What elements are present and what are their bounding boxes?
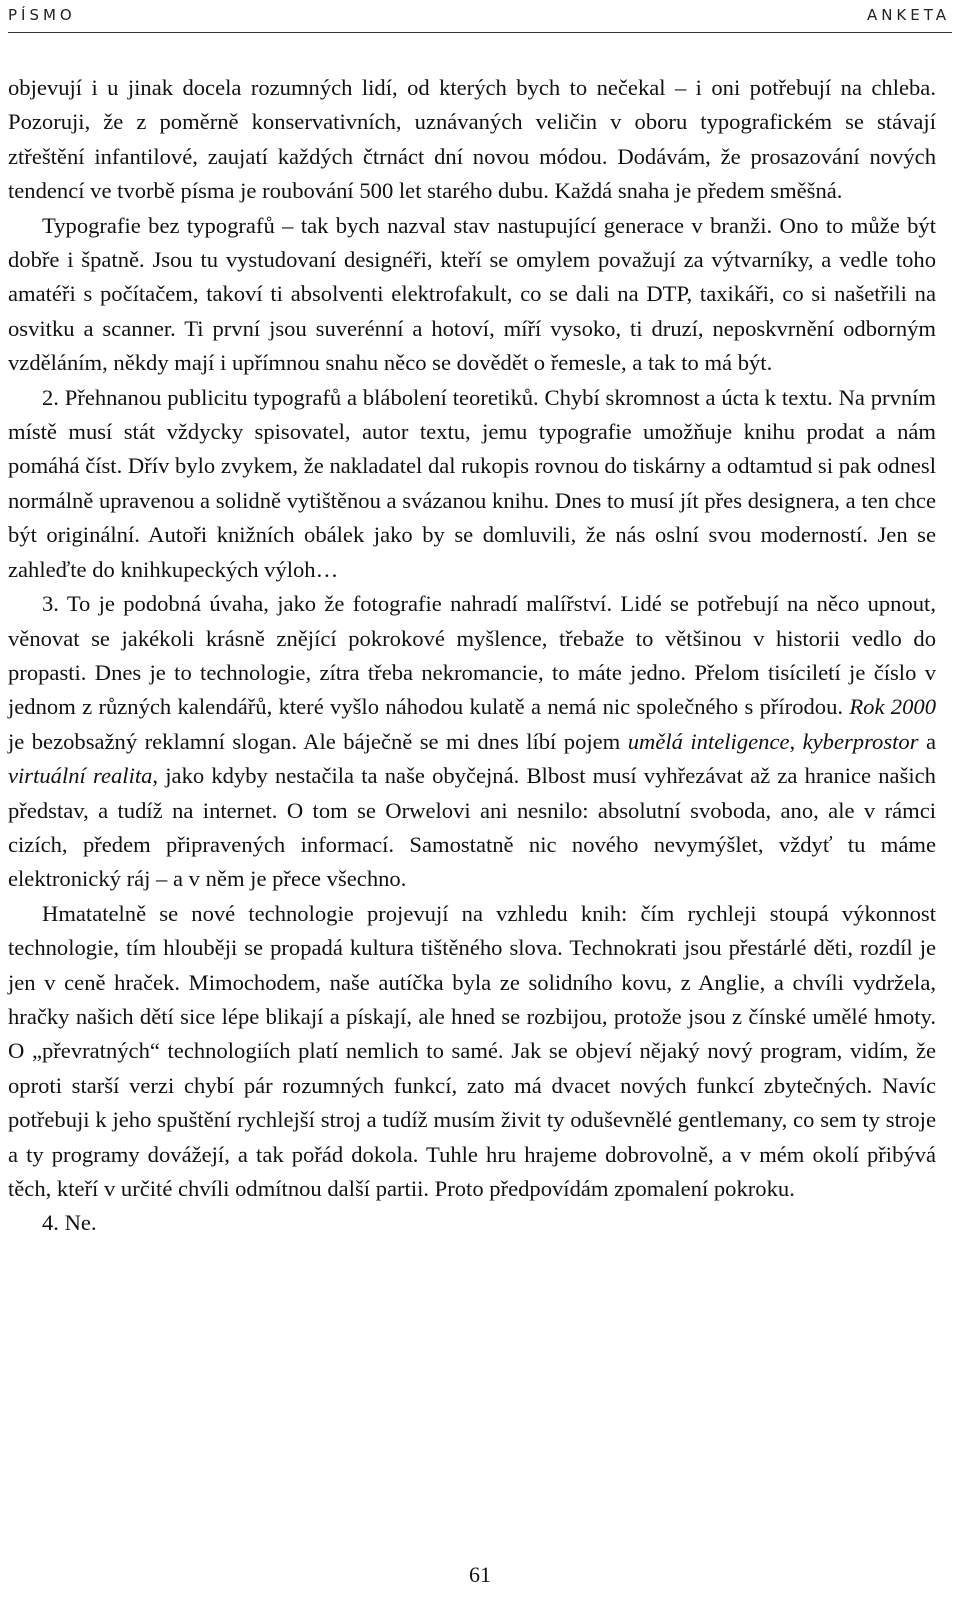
page-number: 61 — [469, 1562, 491, 1587]
italic-term: Rok 2000 — [849, 694, 936, 720]
paragraph — [8, 1206, 936, 1240]
italic-term: virtuální realita — [8, 763, 153, 789]
paragraph — [8, 71, 936, 209]
text-run: Typografie bez typografů – tak bych nazval stav nastupující generace v branži. Ono to může být dobře i špatně. Jsou tu vystudovaní designéři, kteří se omylem považují za výtvarníky, a vedle toho amatéři s počítačem, takoví ti absolventi elektrofakult, co se dali na DTP, taxikáři, co si našetřili na osvitku a scanner. Ti první jsou suverénní a hotoví, míří vysoko, ti druzí, neposkvrnění odborným vzděláním, někdy mají i upřímnou snahu něco se dovědět o řemesle, a tak to má být. — [8, 212, 936, 376]
article-body — [8, 71, 936, 1241]
header-rule — [8, 32, 952, 33]
text-run: 2. Přehnanou publicitu typografů a blábolení teoretiků. Chybí skromnost a úcta k textu. Na prvním místě musí stát vždycky spisovatel, autor textu, jemu typografie umožňuje knihu prodat a nám pomáhá číst. Dřív bylo zvykem, že nakladatel dal rukopis rovnou do tiskárny a odtamtud si pak odnesl normálně upravenou a solidně vytištěnou a svázanou knihu. Dnes to musí jít přes designera, a ten chce být originální. Autoři knižních obálek jako by se domluvili, že nás oslní svou moderností. Jen se zahleďte do knihkupeckých výloh… — [8, 384, 936, 582]
text-run: objevují i u jinak docela rozumných lidí, od kterých bych to nečekal – i oni potřebují na chleba. Pozoruji, že z poměrně konservativních, uznávaných veličin v oboru typografickém se stávají ztřeštění infantilové, zaujatí každých čtrnáct dní novou módou. Dodávám, že prosazování nových tendencí ve tvorbě písma je roubování 500 let starého dubu. Každá snaha je předem směšná. — [8, 75, 936, 204]
running-head-category: ANKETA — [866, 6, 950, 24]
text-run: , — [789, 728, 803, 754]
text-run: je bezobsažný reklamní slogan. Ale báječně se mi dnes líbí pojem — [8, 728, 628, 754]
paragraph — [8, 209, 936, 381]
paragraph — [8, 587, 936, 897]
text-run: 3. To je podobná úvaha, jako že fotografie nahradí malířství. Lidé se potřebují na něco upnout, věnovat se jakékoli krásně znějící pokrokové myšlence, třebaže to většinou v historii vedlo do propasti. Dnes je to technologie, zítra třeba nekromancie, to máte jedno. Přelom tisíciletí je číslo v jednom z různých kalendářů, které vyšlo náhodou kulatě a nemá nic společného s přírodou. — [8, 591, 936, 720]
running-head-section: PÍSMO — [8, 6, 76, 24]
italic-term: umělá inteligence — [627, 728, 790, 754]
italic-term: kyberprostor — [802, 728, 919, 754]
text-run: 4. Ne. — [42, 1210, 97, 1236]
text-run: , jako kdyby nestačila ta naše obyčejná. Blbost musí vyhřezávat až za hranice našich představ, a tudíž na internet. O tom se Orwelovi ani nesnilo: absolutní svoboda, ano, ale v rámci cizích, předem připravených informací. Samostatně nic nového nevymýšlet, vždyť tu máme elektronický ráj – a v něm je přece všechno. — [8, 763, 936, 892]
running-head — [8, 6, 950, 28]
text-run: Hmatatelně se nové technologie projevují na vzhledu knih: čím rychleji stoupá výkonnost technologie, tím hlouběji se propadá kultura tištěného slova. Technokrati jsou přestárlé děti, rozdíl je jen v ceně hraček. Mimochodem, naše autíčka byla ze solidního kovu, z Anglie, a chvíli vydržela, hračky našich dětí sice lépe blikají a pískají, ale hned se rozbijou, protože jsou z čínské umělé hmoty. O „převratných“ technologiích platí nemlich to samé. Jak se objeví nějaký nový program, vidím, že oproti starší verzi chybí pár rozumných funkcí, zato má dvacet nových funkcí zbytečných. Navíc potřebuji k jeho spuštění rychlejší stroj a tudíž musím živit ty oduševnělé gentlemany, co sem ty stroje a ty programy dovážejí, a tak pořád dokola. Tuhle hru hrajeme dobrovolně, a v mém okolí přibývá těch, kteří v určité chvíli odmítnou další partii. Proto předpovídám zpomalení pokroku. — [8, 900, 936, 1201]
text-run: a — [918, 728, 937, 754]
paragraph — [8, 897, 936, 1207]
paragraph — [8, 381, 936, 587]
